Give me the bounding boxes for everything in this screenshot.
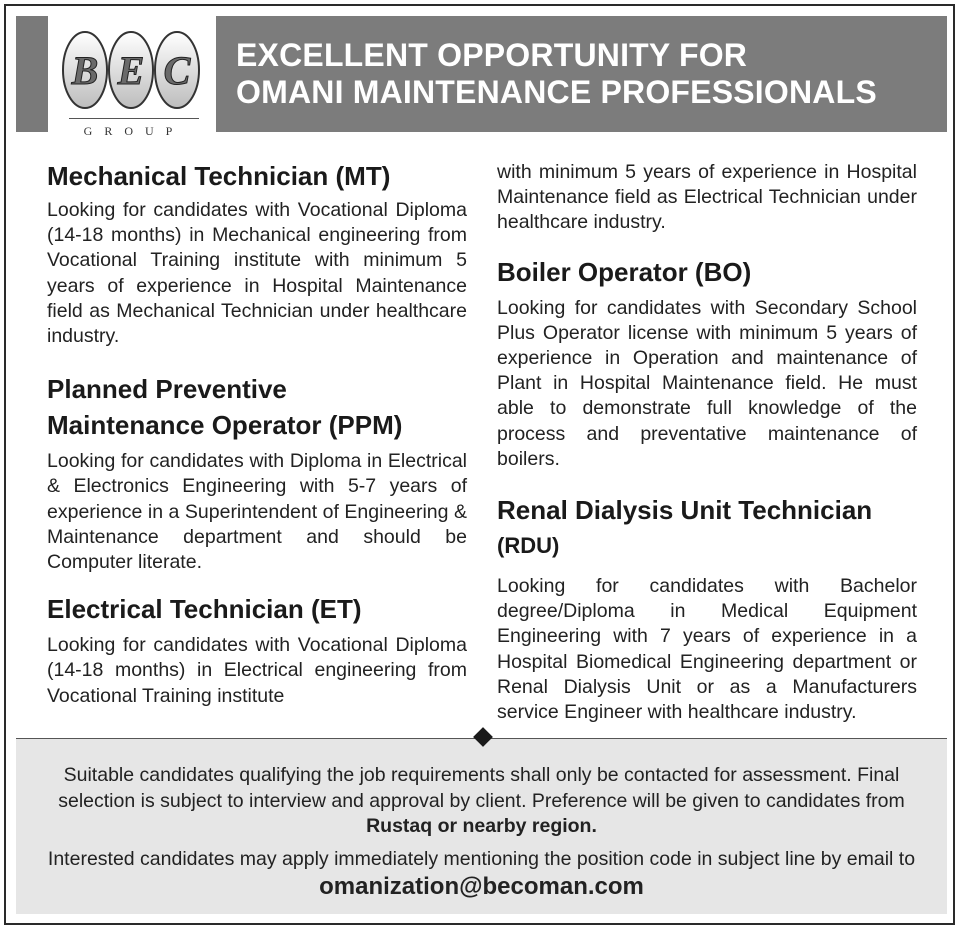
right-column (497, 160, 917, 725)
position-title: Boiler Operator (BO) (497, 256, 752, 287)
logo-side-stripe (16, 16, 48, 132)
position-rdu (497, 492, 917, 725)
footer-apply-text: Interested candidates may apply immediately mentioning the position code in subject line by email to (47, 848, 916, 870)
footer-selection-text: Suitable candidates qualifying the job requirements shall only be contacted for assessment. Final selection is subject to interview and approval by client. Preference will be given to candidates from (58, 764, 905, 812)
headline-line-2: OMANI MAINTENANCE PROFESSIONALS (236, 74, 877, 110)
position-description: Looking for candidates with Secondary School Plus Operator license with minimum 5 years of experience in Operation and maintenance of Plant in Hospital Maintenance field. He must able to demonstrate full knowledge of the process and preventative maintenance of boilers. (497, 296, 917, 470)
position-description: Looking for candidates with Bachelor degree/Diploma in Medical Equipment Engineering with 7 years of experience in a Hospital Biomedical Engineering department or Renal Dialysis Unit or as a Manufacturers service Engineer with healthcare industry. (497, 575, 917, 724)
position-title-line-1: Planned Preventive (47, 374, 287, 405)
position-title: Mechanical Technician (MT) (47, 161, 391, 191)
footer-notice (16, 738, 947, 914)
logo-ovals-icon (61, 28, 201, 118)
logo-divider (69, 118, 199, 119)
bec-group-logo (16, 16, 215, 138)
left-column (47, 150, 467, 709)
headline-banner (216, 16, 947, 132)
logo-letter-c: C (163, 48, 191, 93)
headline-line-1: EXCELLENT OPPORTUNITY FOR (236, 37, 748, 73)
footer-selection-note (46, 763, 917, 840)
logo-letter-e: E (117, 48, 145, 93)
position-title: Electrical Technician (ET) (47, 594, 362, 625)
logo-mark (61, 28, 201, 138)
position-description-part-1: Looking for candidates with Vocational Diploma (14-18 months) in Electrical engineering from Vocational Training institute (47, 634, 467, 707)
position-title-line-2: (RDU) (497, 533, 560, 559)
position-description-part-2: with minimum 5 years of experience in Hospital Maintenance field as Electrical Technician under healthcare industry. (497, 161, 917, 234)
position-ppm (47, 371, 467, 575)
logo-group-text: GROUP (83, 124, 185, 138)
footer-region-preference: Rustaq or nearby region. (366, 815, 597, 837)
position-description: Looking for candidates with Vocational Diploma (14-18 months) in Mechanical engineering from Vocational Training institute with minimum 5 years of experience in Hospital Maintenance field as Mechanical Technician under healthcare industry. (47, 199, 467, 348)
position-mt (47, 158, 467, 349)
position-title-line-2: Maintenance Operator (PPM) (47, 410, 403, 441)
contact-email-link[interactable]: omanization@becoman.com (319, 873, 644, 900)
position-description: Looking for candidates with Diploma in Electrical & Electronics Engineering with 5-7 years of experience in a Superintendent of Engineering & Maintenance department and should be Computer literate. (47, 450, 467, 574)
position-et (47, 591, 467, 709)
position-title-line-1: Renal Dialysis Unit Technician (497, 495, 873, 526)
position-bo (497, 254, 917, 472)
logo-letter-b: B (71, 48, 99, 93)
footer-apply-note (46, 845, 917, 902)
